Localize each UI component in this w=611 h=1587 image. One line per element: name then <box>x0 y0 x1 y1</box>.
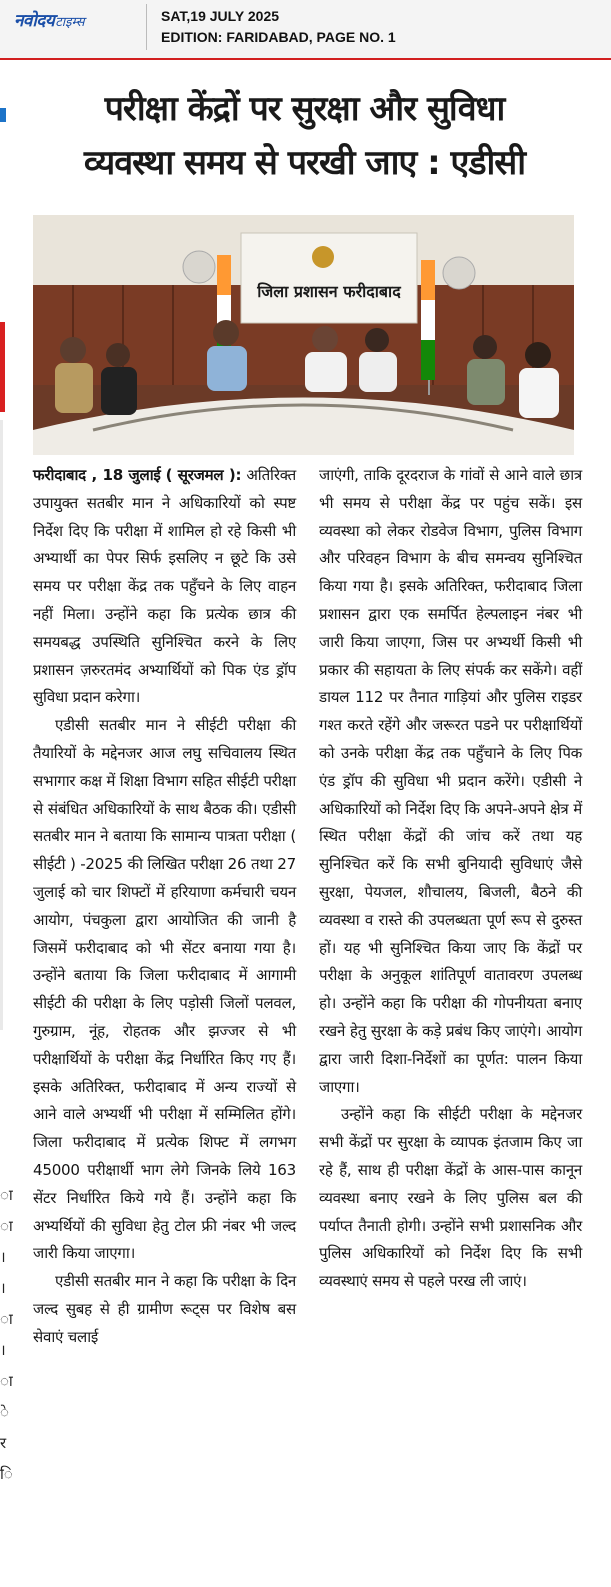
photo-banner-text: जिला प्रशासन फरीदाबाद <box>257 282 401 301</box>
adjacent-column-fragment-blue <box>0 108 6 122</box>
article-paragraph: एडीसी सतबीर मान ने सीईटी परीक्षा की तैयारियों के मद्देनजर आज लघु सचिवालय स्थित सभागार कक्ष में शिक्षा विभाग सहित सीईटी परीक्षा से संबंधित अधिकारियों के साथ बैठक की। एडीसी सतबीर मान ने बताया कि सामान्य पात्रता परीक्षा ( सीईटी ) -2025 की लिखित परीक्षा 26 तथा 27 जुलाई को चार शिफ्टों में हरियाणा कर्मचारी चयन आयोग, पंचकुला द्वारा आयोजित की जानी है जिसमें फरीदाबाद को भी सेंटर बनाया गया है। उन्होंने बताया कि जिला फरीदाबाद में आगामी सीईटी की परीक्षा के लिए पड़ोसी जिलों पलवल, गुरुग्राम, नूंह, रोहतक और झज्जर से भी परीक्षार्थियों के परीक्षा केंद्र निर्धारित किए गए हैं। इसके अतिरिक्त, फरीदाबाद में अन्य राज्यों से आने वाले अभ्यर्थी भी परीक्षा में सम्मिलित होंगे। जिला फरीदाबाद में प्रत्येक शिफ्ट में लगभग 45000 परीक्षार्थी भाग लेगे जिनके लिये 163 सेंटर निर्धारित किये गये हैं। उन्होंने कहा कि अभ्यर्थियों की सुविधा हेतु टोल फ्री नंबर भी जल्द जारी किया जाएगा। <box>33 716 296 1263</box>
logo-main-text: नवोदय <box>14 11 55 31</box>
clipping-header <box>0 0 611 60</box>
meeting-photo-illustration <box>33 215 574 455</box>
article-column-left <box>33 462 296 1577</box>
article-paragraph: एडीसी सतबीर मान ने कहा कि परीक्षा के दिन जल्द सुबह से ही ग्रामीण रूट्स पर विशेष बस सेवाएं चलाई <box>33 1272 296 1346</box>
byline: ( सूरजमल ): <box>165 466 242 484</box>
article-column-right <box>319 462 582 1577</box>
newspaper-logo <box>14 8 85 34</box>
flag-right-icon <box>421 260 435 395</box>
edition-info: EDITION: FARIDABAD, PAGE NO. 1 <box>161 29 396 45</box>
emblem-icon <box>312 246 334 268</box>
adjacent-column-fragment-gray <box>0 420 3 1030</box>
header-divider <box>146 4 147 50</box>
adjacent-column-text-fragments: ा ा । । ा । ा े र ि <box>0 1186 13 1483</box>
article-paragraph: जाएंगी, ताकि दूरदराज के गांवों से आने वाले छात्र भी समय से परीक्षा केंद्र पर पहुंच सकें। इस व्यवस्था को लेकर रोडवेज विभाग, पुलिस विभाग और परिवहन विभाग के बीच समन्वय सुनिश्चित किया गया है। इसके अतिरिक्त, फरीदाबाद जिला प्रशासन द्वारा एक समर्पित हेल्पलाइन नंबर भी जारी किया जाएगा, जिस पर अभ्यर्थी किसी भी प्रकार की सहायता के लिए संपर्क कर सकेंगे। वहीं डायल 112 पर तैनात गाड़ियां और पुलिस राइडर गश्त करते रहेंगे और जरूरत पडने पर परीक्षार्थियों को उनके परीक्षा केंद्र तक पहुँचाने के लिए पिक एंड ड्रॉप की सुविधा भी प्रदान करेंगे। एडीसी ने अधिकारियों को निर्देश दिए कि अपने-अपने क्षेत्र में स्थित परीक्षा केंद्रों की जांच करें तथा यह सुनिश्चित करें कि सभी बुनियादी सुविधाएं जैसे सुरक्षा, पेयजल, शौचालय, बिजली, बैठने की व्यवस्था व रास्ते की उपलब्धता पूर्ण रूप से दुरुस्त हों। यह भी सुनिश्चित किया जाए कि केंद्रों पर परीक्षा के अनुकूल शांतिपूर्ण वातावरण उपलब्ध हो। उन्होंने कहा कि परीक्षा की गोपनीयता बनाए रखने हेतु सुरक्षा के कड़े प्रबंध किए जाएंगे। आयोग द्वारा जारी दिशा-निर्देशों का पूर्णत: पालन किया जाएगा। <box>319 466 582 1096</box>
article-headline <box>22 82 587 190</box>
headline-line-2: व्यवस्था समय से परखी जाए : एडीसी <box>83 143 526 183</box>
publication-date: SAT,19 JULY 2025 <box>161 8 280 24</box>
paragraph-text: अतिरिक्त उपायुक्त सतबीर मान ने अधिकारियों को स्पष्ट निर्देश दिए कि परीक्षा में शामिल हो रहे किसी भी अभ्यार्थी का पेपर सिर्फ इसलिए न छूटे कि उसे समय पर परीक्षा केंद्र तक पहुँचने के लिए वाहन नहीं मिला। उन्होंने कहा कि प्रत्येक छात्र की समयबद्ध उपस्थिति सुनिश्चित करने के लिए प्रशासन ज़रुरतमंद अभ्यार्थियों को पिक एंड ड्रॉप सुविधा प्रदान करेगा। <box>33 466 296 707</box>
article-paragraph: उन्होंने कहा कि सीईटी परीक्षा के मद्देनजर सभी केंद्रों पर सुरक्षा के व्यापक इंतजाम किए जा रहे हैं, साथ ही परीक्षा केंद्रों के आस-पास कानून व्यवस्था बनाए रखने के लिए पुलिस बल की पर्याप्त तैनाती होगी। उन्होंने सभी प्रशासनिक और पुलिस अधिकारियों को निर्देश दिए कि सभी व्यवस्थाएं समय से पहले परख ली जाएं। <box>319 1105 582 1291</box>
adjacent-column-fragment-red <box>0 322 5 412</box>
dateline: फरीदाबाद , 18 जुलाई <box>33 466 161 484</box>
article-paragraph <box>33 462 296 712</box>
headline-line-1: परीक्षा केंद्रों पर सुरक्षा और सुविधा <box>104 89 505 129</box>
meeting-photo <box>33 215 574 455</box>
article-body <box>33 462 582 1577</box>
logo-sub-text: टाइम्स <box>55 15 85 30</box>
